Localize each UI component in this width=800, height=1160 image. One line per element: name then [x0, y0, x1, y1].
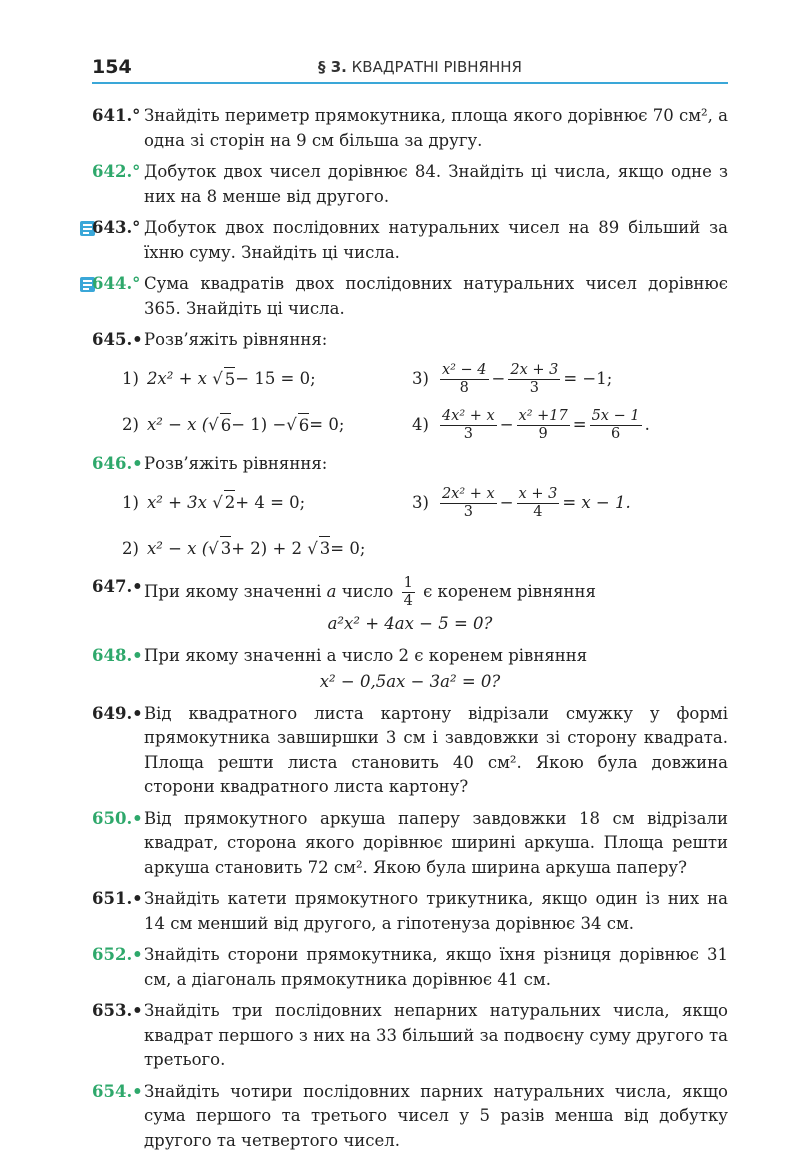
problem-653 [92, 999, 728, 1073]
problem-number: 643.° [92, 218, 141, 237]
problem-641 [92, 104, 728, 153]
equation-646-3: 3) $\frac{\text{2x² + x}}{3}$ − $\frac{x + 3}{4}$ = x − 1. [412, 485, 631, 520]
section-title: КВАДРАТНІ РІВНЯННЯ [351, 58, 522, 76]
problem-number: 652.• [92, 945, 143, 964]
problem-number: 644.° [92, 274, 141, 293]
equation-645-4: 4) $\frac{\text{4x² + x}}{3}$ − $\frac{\text{x² +17}}{9}$ = $\frac{5x - 1}{6}$ . [412, 408, 650, 442]
problem-number: 645.• [92, 330, 143, 349]
equation-645-1: 1) 2x² + x √ 5 − 15 = 0; [122, 360, 412, 400]
section-heading [318, 58, 522, 76]
problem-647 [92, 575, 728, 637]
problem-number: 650.• [92, 808, 143, 828]
problem-text: Добуток двох чисел дорівнює 84. Знайдіть ці числа, якщо одне з них на 8 менше від другого. [144, 162, 728, 206]
problem-number: 653.• [92, 1001, 143, 1020]
page-header [92, 52, 728, 84]
problem-number: 642.° [92, 162, 141, 181]
problem-text: При якому значенні a число $\frac{1}{4}$ є коренем рівняння [144, 575, 596, 609]
equation-645-2: 2) x² − x ( √ 6 − 1) − √ 6 = 0; [122, 406, 412, 446]
problem-list [92, 104, 728, 1160]
problem-650 [92, 807, 728, 881]
problem-648 [92, 644, 728, 695]
problem-text: Від прямокутного аркуша паперу завдовжки 18 см відрізали квадрат, сторона якого дорівнює ширині аркуша. Площа решти аркуша становить 72 см². Якою була ширина аркуша паперу? [144, 808, 728, 877]
equation-646-1: 1) x² + 3x √ 2 + 4 = 0; [122, 483, 412, 523]
problem-text: Розв’яжіть рівняння: [144, 453, 328, 473]
problem-number: 641.° [92, 106, 141, 125]
problem-text: Знайдіть три послідовних непарних натуральних числа, якщо квадрат першого з них на 33 більший за подвоєну суму другого та третього. [144, 1001, 728, 1069]
problem-646 [92, 452, 728, 477]
problem-number: 651.• [92, 889, 143, 908]
problem-text: Знайдіть периметр прямокутника, площа якого дорівнює 70 см², а одна зі сторін на 9 см більша за другу. [144, 106, 728, 150]
equation-645-3: 3) $\frac{\text{x² − 4}}{8}$ − $\frac{2x + 3}{3}$ = −1; [412, 362, 613, 396]
problem-654 [92, 1080, 728, 1154]
page-number: 154 [92, 56, 132, 78]
problem-644 [92, 272, 728, 321]
problem-text: Знайдіть сторони прямокутника, якщо їхня різниця дорівнює 31 см, а діагональ прямокутника дорівнює 41 см. [144, 945, 728, 989]
problem-text: Сума квадратів двох послідовних натуральних чисел дорівнює 365. Знайдіть ці числа. [144, 274, 728, 318]
problem-text: Знайдіть катети прямокутного трикутника, якщо один із них на 14 см менший від другого, а гіпотенуза дорівнює 34 см. [144, 889, 728, 933]
problem-text: Добуток двох послідовних натуральних чисел на 89 більший за їхню суму. Знайдіть ці числа. [144, 218, 728, 262]
problem-number: 648.• [92, 645, 143, 665]
problem-649 [92, 702, 728, 800]
problem-number: 649.• [92, 703, 143, 723]
equation-648: x² − 0,5ax − 3a² = 0? [319, 672, 501, 691]
equations-646 [92, 483, 728, 569]
problem-text: Розв’яжіть рівняння: [144, 330, 328, 349]
problem-text: Від квадратного листа картону відрізали смужку у формі прямокутника завширшки 3 см і завдовжки зі сторону квадрата. Площа решти листа становить 40 см². Якою була довжина сторони квадратного листа картону? [144, 703, 728, 796]
equations-645 [92, 360, 728, 446]
problem-number: 654.• [92, 1081, 143, 1101]
problem-number: 647.• [92, 577, 143, 596]
equation-647: a²x² + 4ax − 5 = 0? [327, 614, 493, 633]
problem-651 [92, 887, 728, 936]
equation-646-2: 2) x² − x ( √ 3 + 2) + 2 √ 3 = 0; [122, 529, 412, 569]
problem-652 [92, 943, 728, 992]
section-mark: § 3. [318, 58, 347, 76]
problem-text: При якому значенні a число 2 є коренем рівняння [144, 645, 588, 665]
problem-645 [92, 328, 728, 353]
problem-642 [92, 160, 728, 209]
problem-text: Знайдіть чотири послідовних парних натуральних числа, якщо сума першого та третього чисел у 5 разів менша від добутку другого та четвертого чисел. [144, 1081, 728, 1150]
problem-643 [92, 216, 728, 265]
problem-number: 646.• [92, 453, 143, 473]
